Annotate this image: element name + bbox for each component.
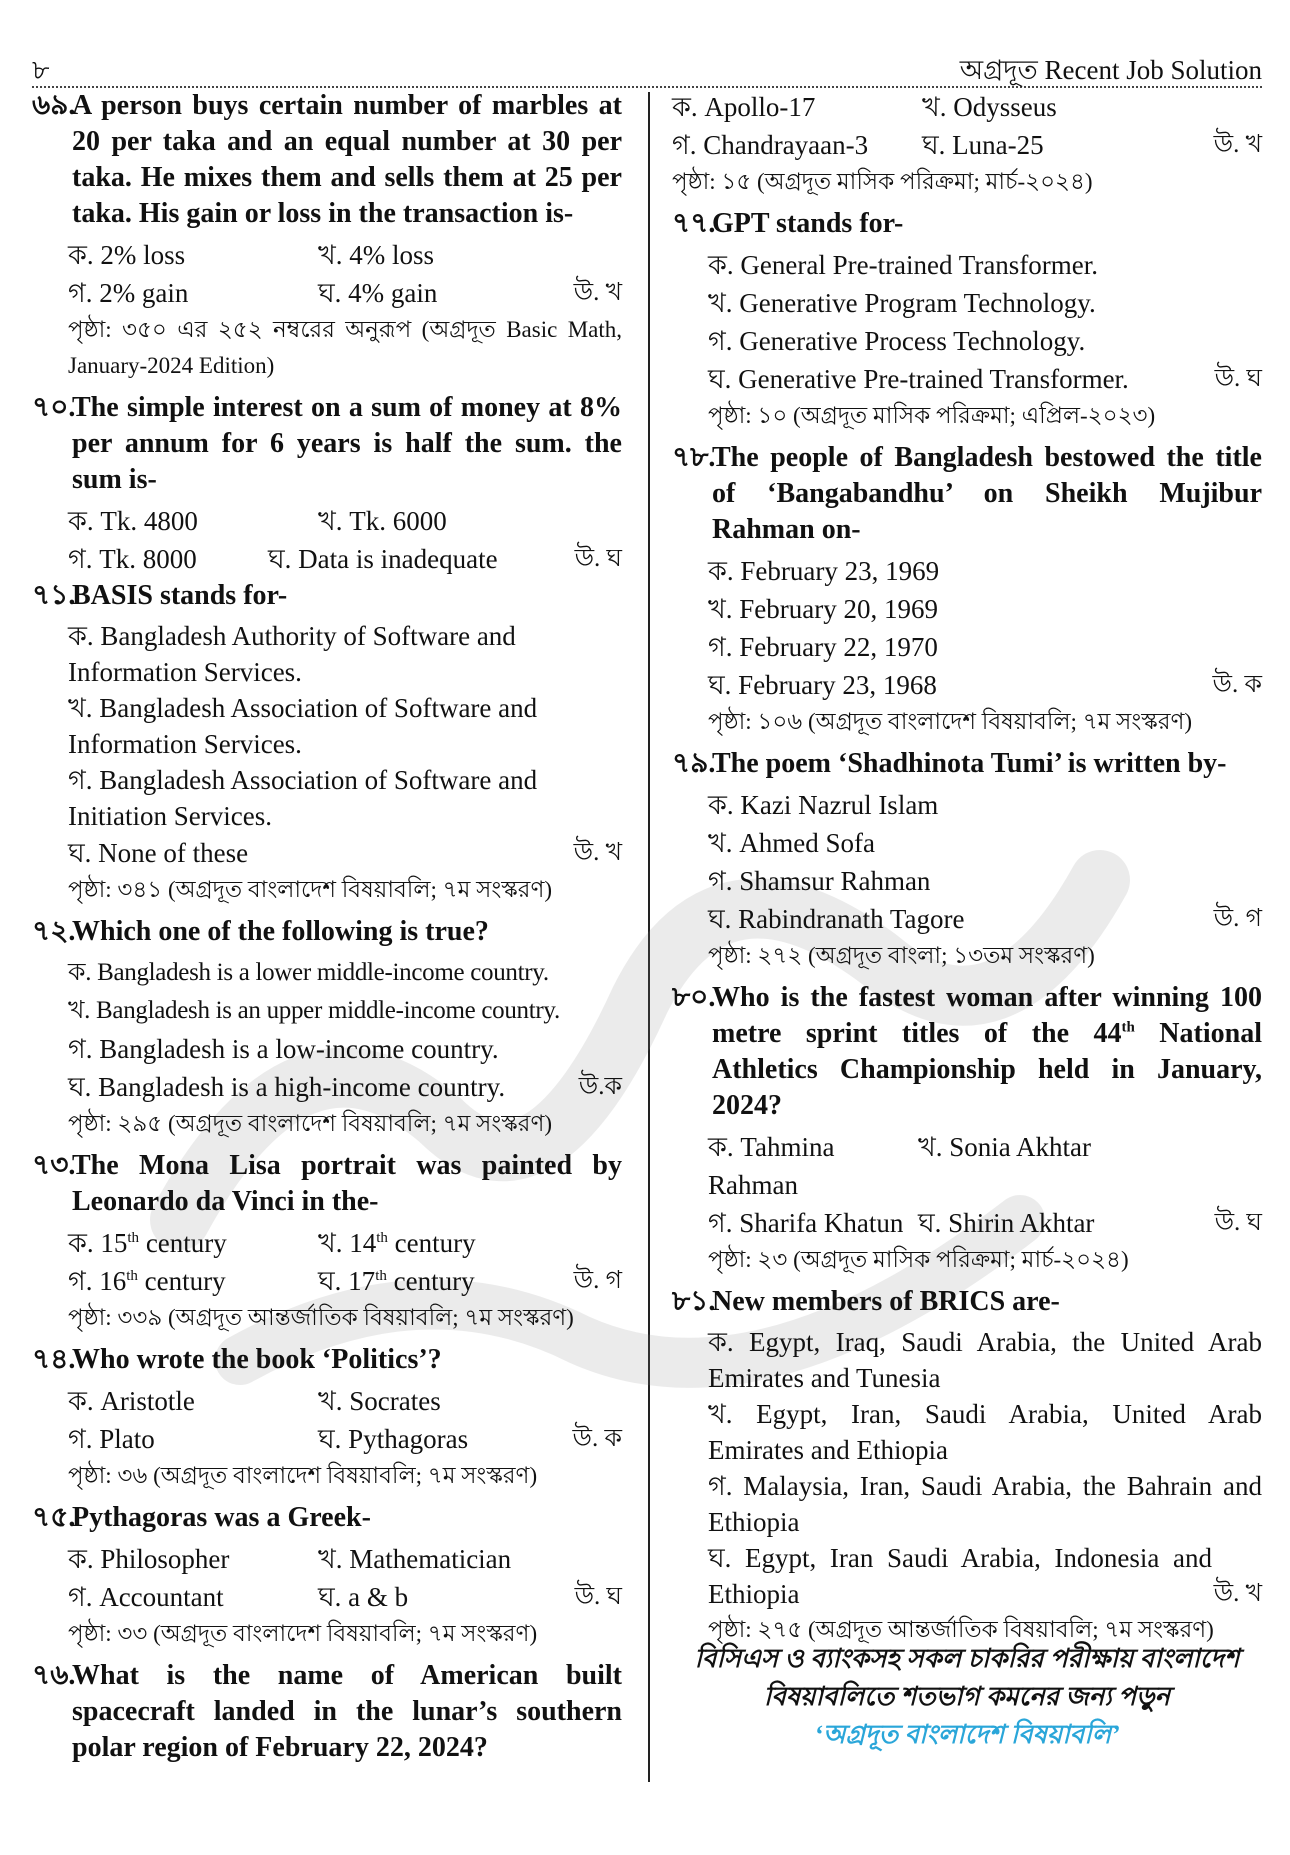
question-number: ৭৪. <box>32 1344 76 1375</box>
question-80 <box>672 980 1262 1278</box>
question-number: ৭০. <box>32 392 76 423</box>
option-d: ঘ. Egypt, Iran Saudi Arabia, Indonesia and Ethiopia <box>708 1543 1212 1609</box>
question-74 <box>32 1342 622 1494</box>
option-d: ঘ. 4% gain <box>318 278 438 308</box>
option-d: ঘ. Pythagoras <box>318 1424 469 1454</box>
option-c: গ. Malaysia, Iran, Saudi Arabia, the Bahrain and Ethiopia <box>708 1471 1262 1537</box>
answer-label: উ.ক <box>578 1073 622 1100</box>
option-d: ঘ. a & b <box>318 1582 409 1612</box>
question-text: What is the name of American built spacecraft landed in the lunar’s southern polar region of February 22, 2024? <box>72 1660 622 1763</box>
option-a: ক. February 23, 1969 <box>708 556 940 586</box>
option-b: খ. February 20, 1969 <box>708 594 938 624</box>
question-text: The people of Bangladesh bestowed the title of ‘Bangabandhu’ on Sheikh Mujibur Rahman on- <box>712 442 1262 545</box>
option-c: গ. Generative Process Technology. <box>708 326 1086 356</box>
option-d: ঘ. 17th century <box>318 1266 475 1296</box>
promo-line-2: বিষয়াবলিতে শতভাগ কমনের জন্য পড়ুন <box>763 1682 1171 1711</box>
source-reference: পৃষ্ঠা: ৩৪১ (অগ্রদূত বাংলাদেশ বিষয়াবলি; ৭ম সংস্করণ) <box>68 877 553 902</box>
question-72 <box>32 914 622 1142</box>
option-c: গ. Accountant <box>68 1582 224 1612</box>
option-d: ঘ. Bangladesh is a high-income country. <box>68 1072 506 1102</box>
option-c: গ. Bangladesh Association of Software and Initiation Services. <box>68 765 538 831</box>
option-a: ক. General Pre-trained Transformer. <box>708 250 1099 280</box>
question-text: A person buys certain number of marbles at 20 per taka and an equal number at 30 per taka. He mixes them and sells them at 25 per taka. His gain or loss in the transaction is- <box>72 90 622 229</box>
answer-label: উ. খ <box>1213 131 1262 158</box>
question-71 <box>32 578 622 908</box>
option-b: খ. Bangladesh is an upper middle-income country. <box>68 997 560 1024</box>
question-number: ৭৯. <box>672 748 716 779</box>
answer-label: উ. খ <box>1213 1580 1262 1607</box>
option-c: গ. Chandrayaan-3 <box>672 130 869 160</box>
question-text: Who wrote the book ‘Politics’? <box>72 1344 442 1375</box>
option-c: গ. February 22, 1970 <box>708 632 938 662</box>
question-78 <box>672 440 1262 740</box>
right-column <box>672 88 1262 1654</box>
source-reference: পৃষ্ঠা: ১০ (অগ্রদূত মাসিক পরিক্রমা; এপ্রিল-২০২৩) <box>708 403 1156 428</box>
question-number: ৮০. <box>672 982 716 1013</box>
question-number: ৭১. <box>32 580 76 611</box>
question-text: New members of BRICS are- <box>712 1286 1060 1317</box>
question-text: The Mona Lisa portrait was painted by Leonardo da Vinci in the- <box>72 1150 622 1217</box>
option-a: ক. Philosopher <box>68 1544 230 1574</box>
promo-line-1: বিসিএস ও ব্যাংকসহ সকল চাকরির পরীক্ষায় বাংলাদেশ <box>694 1644 1240 1673</box>
answer-label: উ. খ <box>573 839 622 866</box>
source-reference: পৃষ্ঠা: ১০৬ (অগ্রদূত বাংলাদেশ বিষয়াবলি; ৭ম সংস্করণ) <box>708 709 1193 734</box>
answer-label: উ. ঘ <box>574 545 622 572</box>
option-a: ক. Egypt, Iraq, Saudi Arabia, the United Arab Emirates and Tunesia <box>708 1327 1262 1393</box>
question-text: The simple interest on a sum of money at 8% per annum for 6 years is half the sum. the sum is- <box>72 392 622 495</box>
question-text: GPT stands for- <box>712 208 904 239</box>
source-reference: পৃষ্ঠা: ২৯৫ (অগ্রদূত বাংলাদেশ বিষয়াবলি; ৭ম সংস্করণ) <box>68 1111 553 1136</box>
option-c: গ. Plato <box>68 1424 155 1454</box>
source-reference: পৃষ্ঠা: ১৫ (অগ্রদূত মাসিক পরিক্রমা; মার্চ-২০২৪) <box>672 169 1093 194</box>
answer-label: উ. ঘ <box>574 1583 622 1610</box>
question-text: Pythagoras was a Greek- <box>72 1502 371 1533</box>
question-text: Which one of the following is true? <box>72 916 489 947</box>
source-reference: পৃষ্ঠা: ২৩ (অগ্রদূত মাসিক পরিক্রমা; মার্চ-২০২৪) <box>708 1247 1129 1272</box>
question-70 <box>32 390 622 578</box>
page-number: ৮ <box>32 55 50 85</box>
option-a: ক. Kazi Nazrul Islam <box>708 790 939 820</box>
option-c: গ. Sharifa Khatun <box>708 1208 904 1238</box>
answer-label: উ. ঘ <box>1214 365 1262 392</box>
option-a: ক. 15th century <box>68 1228 227 1258</box>
option-c: গ. Tk. 8000 <box>68 544 197 574</box>
option-d: ঘ. February 23, 1968 <box>708 670 937 700</box>
option-c: গ. Shamsur Rahman <box>708 866 931 896</box>
option-a: ক. Tk. 4800 <box>68 506 198 536</box>
answer-label: উ. ঘ <box>1214 1209 1262 1236</box>
option-c: গ. Bangladesh is a low-income country. <box>68 1034 499 1064</box>
source-reference: পৃষ্ঠা: ২৭২ (অগ্রদূত বাংলা; ১৩তম সংস্করণ) <box>708 943 1095 968</box>
option-d: ঘ. Data is inadequate <box>268 544 498 574</box>
source-reference: পৃষ্ঠা: ২৭৫ (অগ্রদূত আন্তর্জাতিক বিষয়াবলি; ৭ম সংস্করণ) <box>708 1617 1214 1642</box>
question-75 <box>32 1500 622 1652</box>
option-b: খ. Egypt, Iran, Saudi Arabia, United Arab Emirates and Ethiopia <box>708 1399 1262 1465</box>
option-b: খ. Generative Program Technology. <box>708 288 1096 318</box>
option-b: খ. Sonia Akhtar <box>918 1132 1091 1162</box>
option-b: খ. 14th century <box>318 1228 476 1258</box>
question-76-options <box>672 88 1262 200</box>
option-a: ক. Bangladesh is a lower middle-income country. <box>68 959 549 986</box>
question-number: ৭৮. <box>672 442 716 473</box>
promo-book-title: ‘অগ্রদূত বাংলাদেশ বিষয়াবলি’ <box>814 1720 1120 1749</box>
question-77 <box>672 206 1262 434</box>
answer-label: উ. ক <box>572 1425 622 1452</box>
column-divider <box>648 92 650 1782</box>
question-number: ৭৭. <box>672 208 716 239</box>
option-c: গ. 16th century <box>68 1266 226 1296</box>
question-number: ৭৩. <box>32 1150 76 1181</box>
question-number: ৭২. <box>32 916 76 947</box>
option-a: ক. 2% loss <box>68 240 186 270</box>
option-a: ক. Tahmina Rahman <box>708 1132 835 1200</box>
question-text: Who is the fastest woman after winning 100 metre sprint titles of the 44th National Athletics Championship held in January, 2024? <box>712 982 1262 1121</box>
source-reference: পৃষ্ঠা: ৩৩৯ (অগ্রদূত আন্তর্জাতিক বিষয়াবলি; ৭ম সংস্করণ) <box>68 1305 574 1330</box>
source-reference: পৃষ্ঠা: ৩৬ (অগ্রদূত বাংলাদেশ বিষয়াবলি; ৭ম সংস্করণ) <box>68 1463 538 1488</box>
source-reference: পৃষ্ঠা: ৩৩ (অগ্রদূত বাংলাদেশ বিষয়াবলি; ৭ম সংস্করণ) <box>68 1621 538 1646</box>
option-b: খ. 4% loss <box>318 240 434 270</box>
option-a: ক. Apollo-17 <box>672 92 816 122</box>
question-76 <box>32 1658 622 1766</box>
option-b: খ. Mathematician <box>318 1544 512 1574</box>
answer-label: উ. গ <box>573 1267 622 1294</box>
left-column <box>32 88 622 1770</box>
option-b: খ. Odysseus <box>922 92 1057 122</box>
page-header <box>32 50 1262 88</box>
question-number: ৮১. <box>672 1286 716 1317</box>
question-number: ৬৯. <box>32 90 76 121</box>
answer-label: উ. খ <box>573 279 622 306</box>
question-79 <box>672 746 1262 974</box>
answer-label: উ. গ <box>1213 905 1262 932</box>
question-text: The poem ‘Shadhinota Tumi’ is written by- <box>712 748 1227 779</box>
question-69 <box>32 88 622 384</box>
option-d: ঘ. Generative Pre-trained Transformer. <box>708 364 1129 394</box>
option-b: খ. Bangladesh Association of Software and Information Services. <box>68 693 538 759</box>
option-d: ঘ. Luna-25 <box>922 130 1044 160</box>
option-a: ক. Aristotle <box>68 1386 195 1416</box>
option-c: গ. 2% gain <box>68 278 189 308</box>
source-reference: পৃষ্ঠা: ৩৫০ এর ২৫২ নম্বরের অনুরূপ (অগ্রদূত Basic Math, January-2024 Edition) <box>68 317 622 378</box>
question-number: ৭৫. <box>32 1502 76 1533</box>
book-title: অগ্রদূত Recent Job Solution <box>959 55 1262 85</box>
option-a: ক. Bangladesh Authority of Software and Information Services. <box>68 621 516 687</box>
option-d: ঘ. Shirin Akhtar <box>918 1208 1095 1238</box>
option-b: খ. Socrates <box>318 1386 441 1416</box>
promo-box <box>672 1640 1262 1754</box>
question-text: BASIS stands for- <box>72 580 288 611</box>
question-73 <box>32 1148 622 1336</box>
question-number: ৭৬. <box>32 1660 76 1691</box>
option-d: ঘ. None of these <box>68 838 249 868</box>
option-d: ঘ. Rabindranath Tagore <box>708 904 965 934</box>
question-81 <box>672 1284 1262 1648</box>
answer-label: উ. ক <box>1212 671 1262 698</box>
option-b: খ. Ahmed Sofa <box>708 828 875 858</box>
option-b: খ. Tk. 6000 <box>318 506 447 536</box>
